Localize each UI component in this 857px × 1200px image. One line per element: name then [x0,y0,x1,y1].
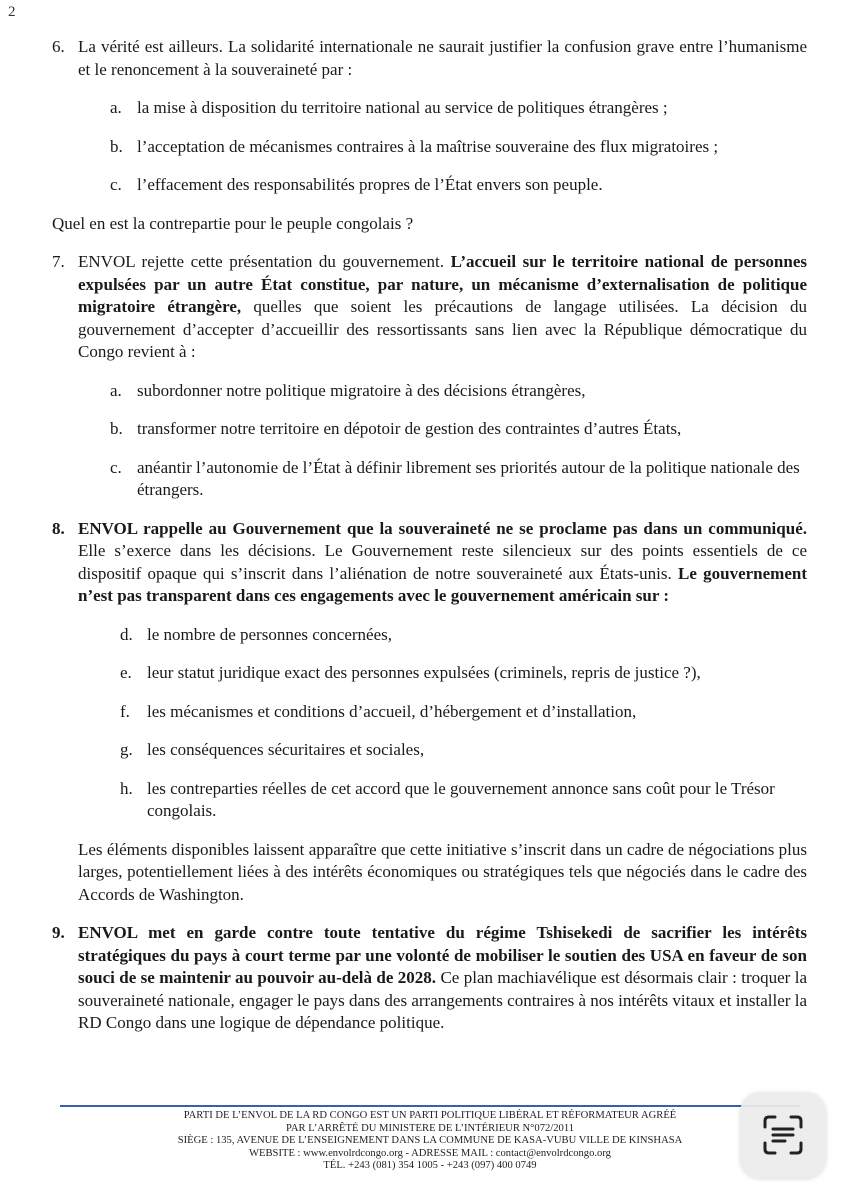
list-letter: e. [120,663,132,682]
list-item [110,380,807,403]
list-item [120,662,807,685]
text-scan-button[interactable] [740,1092,826,1178]
item-8 [52,518,807,608]
footer [60,1110,800,1173]
list-letter: c. [110,175,122,194]
item-text [78,518,807,608]
footer-rule [60,1105,800,1107]
list-text: l’acceptation de mécanismes contraires à la maîtrise souveraine des flux migratoires ; [137,136,719,156]
footer-line-3: SIÈGE : 135, AVENUE DE L’ENSEIGNEMENT DANS LA COMMUNE DE KASA-VUBU VILLE DE KINSHASA [177,1135,683,1146]
list-item [110,418,807,441]
lead-text: ENVOL rejette cette présentation du gouvernement. [78,252,444,271]
item-text: La vérité est ailleurs. La solidarité internationale ne saurait justifier la confusion grave entre l’humanisme et le renoncement à la souveraineté par : [78,37,807,79]
list-item [120,701,807,724]
list-text: subordonner notre politique migratoire à des décisions étrangères, [137,380,586,400]
list-letter: c. [110,457,122,477]
item-text [78,922,807,1035]
item-text [78,251,807,364]
item-number: 9. [52,923,65,942]
item-6 [52,36,807,81]
list-item [110,457,807,502]
list-item [110,136,807,159]
item-9 [52,922,807,1035]
list-item [120,624,807,647]
list-text: anéantir l’autonomie de l’État à définir librement ses priorités autour de la politique nationale des étrangers. [137,457,800,499]
list-text: la mise à disposition du territoire national au service de politiques étrangères ; [137,98,668,117]
list-letter: f. [120,701,130,721]
body-text: Ce plan machiavélique est désormais clair : troquer la souveraineté nationale, engager le pays dans des arrangements contraires à nos intérêts vitaux et installer la RD Congo dans une logique de dépendance politique. [78,968,807,1032]
item-number: 7. [52,252,65,271]
list-item [110,97,807,120]
item-7 [52,251,807,364]
list-text: leur statut juridique exact des personnes expulsées (criminels, repris de justice ?), [147,663,701,682]
list-letter: d. [120,624,133,644]
list-text: les contreparties réelles de cet accord que le gouvernement annonce sans coût pour le Trésor congolais. [147,778,775,820]
bold-text: ENVOL rappelle au Gouvernement que la souveraineté ne se proclame pas dans un communiqué. [78,518,807,538]
footer-line-1: PARTI DE L’ENVOL DE LA RD CONGO EST UN PARTI POLITIQUE LIBÉRAL ET RÉFORMATEUR AGRÉÉ [183,1110,677,1121]
footer-line-4: WEBSITE : www.envolrdcongo.org - ADRESSE MAIL : contact@envolrdcongo.org [249,1147,611,1159]
list-letter: a. [110,98,122,117]
list-item [110,174,807,197]
closing-paragraph: Les éléments disponibles laissent apparaître que cette initiative s’inscrit dans un cadre de négociations plus larges, potentiellement liées à des intérêts économiques ou stratégiques tels que négociés dans le cadre des Accords de Washington. [78,839,807,904]
document-body [52,36,807,1035]
list-text: transformer notre territoire en dépotoir de gestion des contraintes d’autres États, [137,419,682,438]
bold-text: ENVOL met en garde contre toute tentative du régime Tshisekedi de sacrifier les intérêts stratégiques du pays à court terme par une volonté de mobiliser le soutien des USA en faveur de son souci de se maintenir au pouvoir au-delà de 2028. [78,923,807,987]
list-letter: h. [120,778,133,798]
item-number: 6. [52,37,65,56]
text-scan-icon [761,1113,805,1157]
footer-line-5: TÉL. +243 (081) 354 1005 - +243 (097) 400 0749 [323,1160,537,1171]
footer-line-2: PAR L’ARRÊTÉ DU MINISTERE DE L’INTÉRIEUR N°072/2011 [285,1122,575,1134]
list-text: l’effacement des responsabilités propres de l’État envers son peuple. [137,175,603,194]
list-text: les conséquences sécuritaires et sociales, [147,740,425,759]
page-number: 2 [8,4,16,20]
list-letter: a. [110,380,122,400]
list-letter: b. [110,136,123,156]
list-letter: b. [110,419,123,438]
bold-text: Le gouvernement n’est pas transparent dans ces engagements avec le gouvernement américain sur : [78,563,807,605]
body-text: quelles que soient les précautions de langage utilisées. La décision du gouvernement d’accepter d’accueillir des ressortissants sans lien avec la République démocratique du Congo revient à : [78,297,808,361]
list-text: le nombre de personnes concernées, [147,624,392,644]
list-letter: g. [120,740,133,759]
question-paragraph: Quel en est la contrepartie pour le peuple congolais ? [52,213,414,233]
list-item [120,778,807,823]
bold-text: L’accueil sur le territoire national de personnes expulsées par un autre État constitue, par nature, un mécanisme d’externalisation de politique migratoire étrangère, [78,252,808,316]
list-text: les mécanismes et conditions d’accueil, d’hébergement et d’installation, [147,701,637,721]
body-text: Elle s’exerce dans les décisions. Le Gouvernement reste silencieux sur des points essentiels de ce dispositif opaque qui s’inscrit dans l’aliénation de notre souveraineté aux États-unis. [78,541,807,583]
list-item [120,739,807,762]
item-number: 8. [52,518,65,538]
